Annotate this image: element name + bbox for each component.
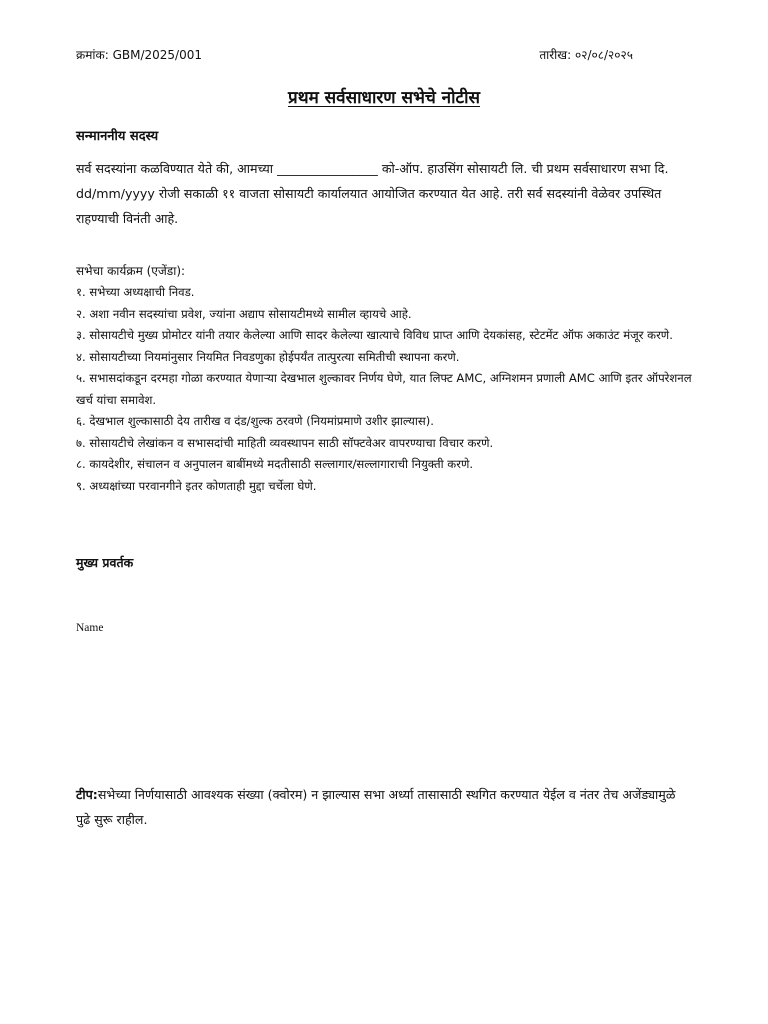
agenda-item: ६. देखभाल शुल्कासाठी देय तारीख व दंड/शुल्क ठरवणे (नियमांप्रमाणे उशीर झाल्यास). [76,414,434,428]
reference-label: क्रमांक: [76,48,109,62]
reference-number [76,46,202,63]
agenda-item: ४. सोसायटीच्या नियमांनुसार नियमित निवडणुका होईपर्यंत तात्पुरत्या समितीची स्थापना करणे. [76,349,460,364]
agenda-item: ८. कायदेशीर, संचालन व अनुपालन बाबींमध्ये मदतीसाठी सल्लागार/सल्लागाराची नियुक्ती करणे. [76,457,474,471]
agenda-item: २. अशा नवीन सदस्यांचा प्रवेश, ज्यांना अद्याप सोसायटीमध्ये सामील व्हायचे आहे. [76,306,412,321]
agenda-item: ५. सभासदांकडून दरमहा गोळा करण्यात येणाऱ्या देखभाल शुल्कावर निर्णय घेणे, यात लिफ्ट AMC, अग्निशमन प्रणाली AMC आणि इतर ऑपरेशनल खर्च यांचा समावेश. [76,371,692,407]
document-title: प्रथम सर्वसाधारण सभेचे नोटीस [288,88,480,108]
intro-text-start: सर्व सदस्यांना कळविण्यात येते की, आमच्या [76,161,278,176]
signatory-name: Name [76,622,104,634]
signatory-title: मुख्य प्रवर्तक [76,555,134,570]
agenda-item: ७. सोसायटीचे लेखांकन व सभासदांची माहिती व्यवस्थापन साठी सॉफ्टवेअर वापरण्याचा विचार करणे. [76,435,494,450]
date-value: ०२/०८/२०२५ [574,48,633,62]
agenda-heading: सभेचा कार्यक्रम (एजेंडा): [76,264,186,278]
agenda-item: ३. सोसायटीचे मुख्य प्रोमोटर यांनी तयार केलेल्या आणि सादर केलेल्या खात्याचे विविध प्राप्त आणि देयकांसह, स्टेटमेंट ऑफ अकाउंट मंजूर करणे. [76,328,673,342]
society-name-blank: ________________ [277,161,378,176]
agenda-item: ९. अध्यक्षांच्या परवानगीने इतर कोणताही मुद्दा चर्चेला घेणे. [76,478,317,493]
agenda-item: १. सभेच्या अध्यक्षाची निवड. [76,285,195,299]
intro-text-end: को-ऑप. हाउसिंग सोसायटी लि. ची प्रथम सर्वसाधारण सभा दि. dd/mm/yyyy रोजी सकाळी ११ वाजता सोसायटी कार्यालयात आयोजित करण्यात येत आहे. तरी सर्व सदस्यांनी वेळेवर उपस्थित राहण्याची विनंती आहे. [76,161,669,226]
agenda-list [76,282,706,497]
note-label: टीप: [76,787,98,802]
date-label: तारीख: [539,48,572,62]
reference-value: GBM/2025/001 [112,48,203,62]
document-date [539,46,633,63]
intro-paragraph [76,156,696,231]
footer-note [76,782,676,832]
document-title-wrapper [0,85,768,108]
note-text: सभेच्या निर्णयासाठी आवश्यक संख्या (क्वोरम) न झाल्यास सभा अर्ध्या तासासाठी स्थगित करण्यात येईल व नंतर तेच अजेंड्यामुळे पुढे सुरू राहील. [76,787,676,827]
salutation: सन्माननीय सदस्य [76,129,159,144]
